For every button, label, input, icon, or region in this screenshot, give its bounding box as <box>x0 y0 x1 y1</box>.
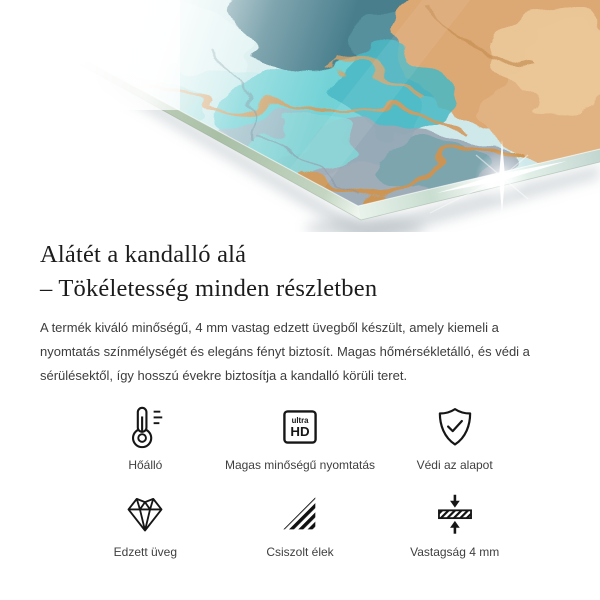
product-photo-glass-panel <box>0 0 600 232</box>
feature-label: Edzett üveg <box>113 545 178 559</box>
thermometer-icon <box>122 404 168 450</box>
feature-grid <box>40 404 560 560</box>
ultra-hd-badge-bottom: HD <box>290 424 310 440</box>
feature-heat-resistant <box>68 404 223 473</box>
feature-thickness <box>377 491 532 560</box>
feature-label: Hőálló <box>128 458 163 472</box>
shield-check-icon <box>433 404 477 450</box>
feature-print-quality <box>223 404 378 473</box>
feature-polished-edges <box>223 491 378 560</box>
feature-label: Magas minőségű nyomtatás <box>224 458 376 472</box>
ultra-hd-icon <box>278 404 322 450</box>
feature-label: Védi az alapot <box>416 458 493 472</box>
feature-tempered-glass <box>68 491 223 560</box>
polished-edges-icon <box>279 491 321 537</box>
feature-label: Csiszolt élek <box>266 545 334 559</box>
ultra-hd-badge-top: ultra <box>291 415 309 425</box>
thickness-compression-icon <box>433 491 477 537</box>
product-copy <box>0 232 600 560</box>
product-description: A termék kiváló minőségű, 4 mm vastag edzett üvegből készült, amely kiemeli a nyomtatás színmélységét és elegáns fényt biztosít. Magas hőmérsékletálló, és védi a sérülésektől, így hosszú évekre biztosítja a kandalló körüli teret. <box>40 320 530 383</box>
page-title <box>40 238 560 306</box>
feature-protects-base <box>377 404 532 473</box>
title-line-1: Alátét a kandalló alá <box>40 241 247 268</box>
title-line-2: – Tökéletesség minden részletben <box>40 275 378 302</box>
diamond-icon <box>123 491 167 537</box>
feature-label: Vastagság 4 mm <box>410 545 500 559</box>
